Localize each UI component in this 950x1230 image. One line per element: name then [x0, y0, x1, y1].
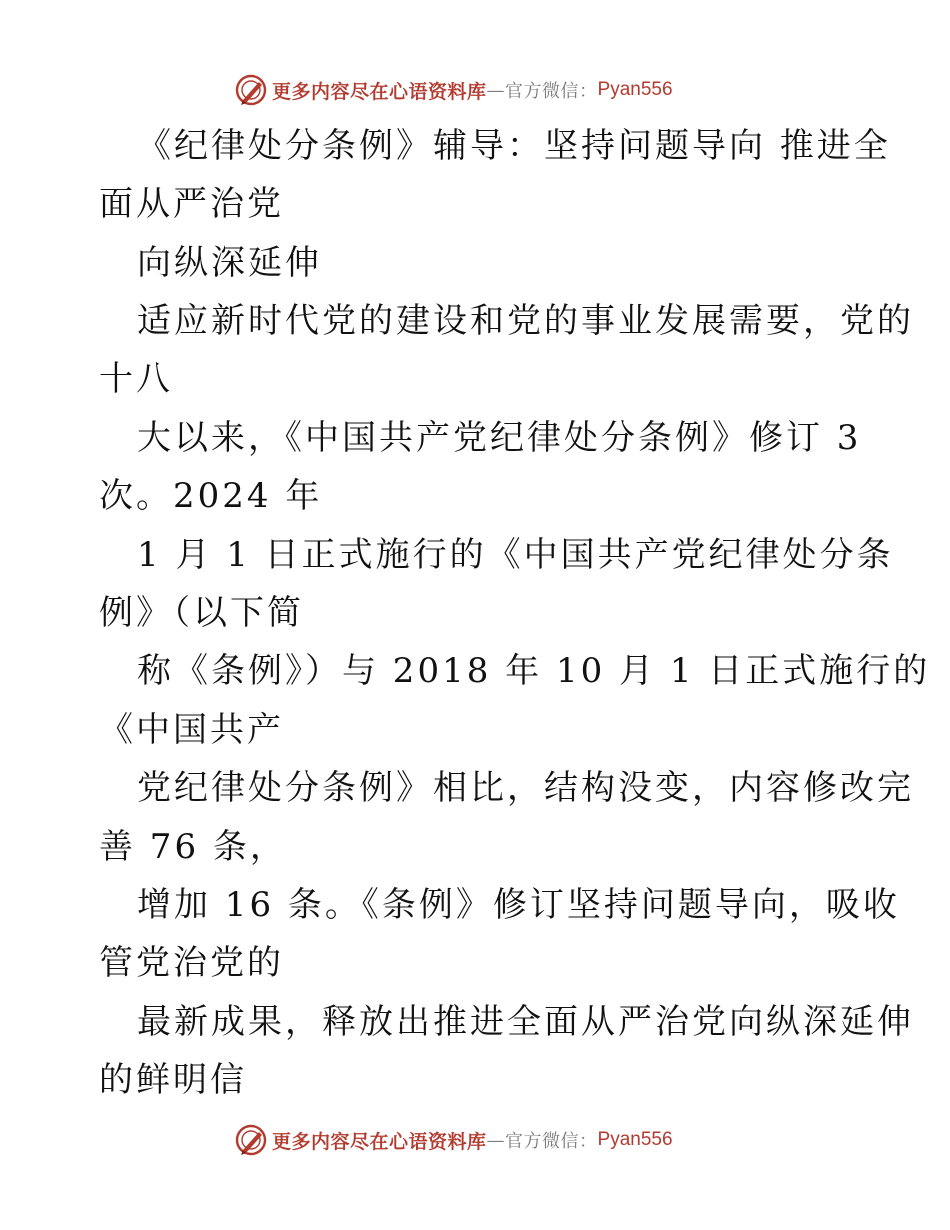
watermark-wechat-label: 官方微信： — [505, 1131, 598, 1152]
doc-line: 称《条例》）与 2018 年 10 月 1 日正式施行的 — [137, 651, 931, 691]
doc-line: 大以来，《中国共产党纪律处分条例》修订 3 — [137, 418, 862, 458]
doc-line: 善 76 条， — [99, 827, 287, 867]
doc-line: 《中国共产 — [99, 710, 284, 750]
watermark-site-text: 更多内容尽在心语资料库 — [272, 80, 487, 103]
pen-logo-icon — [234, 1123, 268, 1157]
doc-line: 最新成果，释放出推进全面从严治党向纵深延伸 — [137, 1002, 914, 1042]
watermark-site-text: 更多内容尽在心语资料库 — [272, 1130, 487, 1153]
watermark-dash: — — [486, 1129, 506, 1151]
doc-line: 1 月 1 日正式施行的《中国共产党纪律处分条 — [137, 535, 894, 575]
footer-watermark — [234, 1122, 673, 1158]
doc-line: 次。2024 年 — [99, 476, 323, 516]
doc-line: 管党治党的 — [99, 943, 284, 983]
doc-line: 十八 — [99, 359, 173, 399]
doc-line: 向纵深延伸 — [137, 243, 322, 283]
doc-title-line-1: 《纪律处分条例》辅导：坚持问题导向 推进全 — [137, 126, 891, 166]
doc-line: 增加 16 条。《条例》修订坚持问题导向，吸收 — [137, 885, 900, 925]
pen-logo-icon — [234, 73, 268, 107]
watermark-wechat-label: 官方微信： — [505, 81, 598, 102]
doc-line: 适应新时代党的建设和党的事业发展需要，党的 — [137, 301, 914, 341]
watermark-dash: — — [486, 79, 506, 101]
doc-line: 例》（以下简 — [99, 593, 304, 633]
doc-title-line-2: 面从严治党 — [99, 184, 284, 224]
watermark-wechat-id: Pyan556 — [597, 1129, 673, 1150]
doc-line: 的鲜明信 — [99, 1060, 247, 1100]
header-watermark — [234, 72, 673, 108]
watermark-wechat-id: Pyan556 — [597, 79, 673, 100]
doc-line: 党纪律处分条例》相比，结构没变，内容修改完 — [137, 768, 914, 808]
